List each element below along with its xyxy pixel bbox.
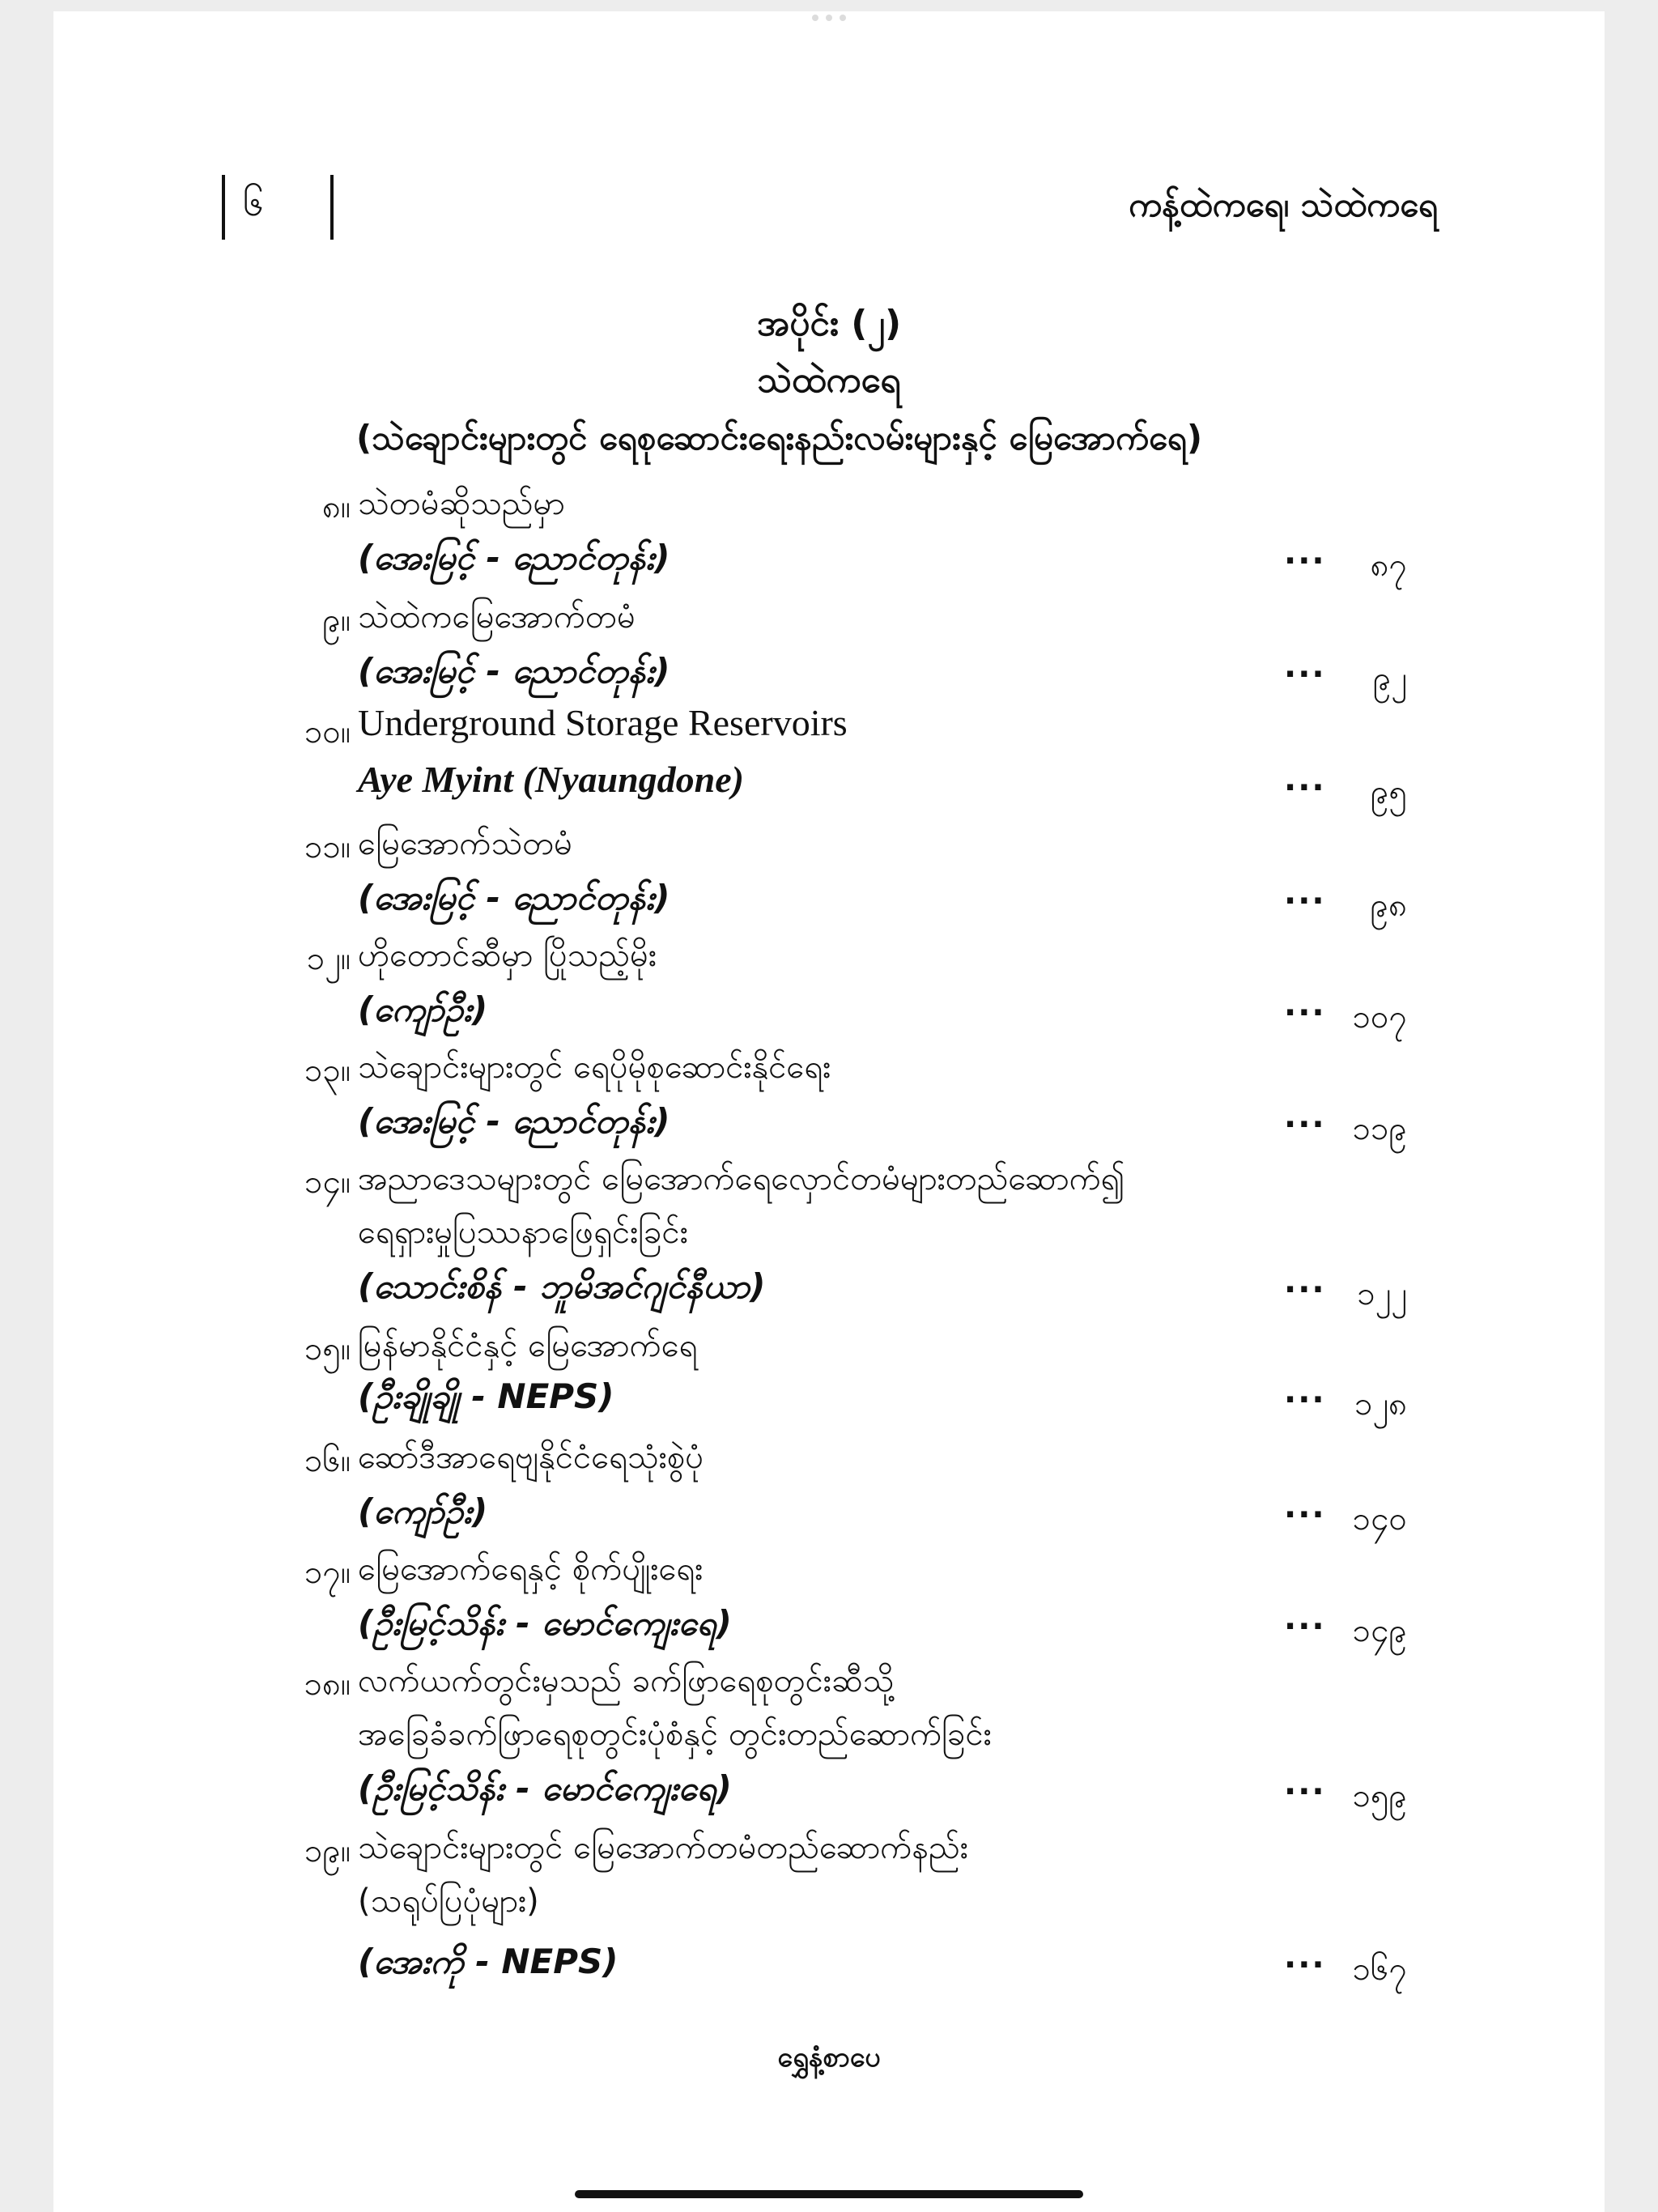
entry-page: ၁၂၂ xyxy=(1357,1275,1407,1312)
entry-author: (အေးမြင့် - ညောင်တုန်း) xyxy=(358,538,670,577)
leader-dots: ... xyxy=(1284,1263,1326,1300)
entry-page: ၁၁၉ xyxy=(1352,1110,1407,1147)
entry-title: ဟိုတောင်ဆီမှာ ပြိုသည့်မိုး xyxy=(358,937,657,974)
entry-author: (ကျော်ဦး) xyxy=(358,989,488,1029)
publisher-footer: ရွှေနံ့စာပေ xyxy=(777,2041,881,2074)
entry-number: ၁၈။ xyxy=(304,1665,351,1703)
leader-dots: ... xyxy=(1284,1938,1326,1976)
entry-title: မြေအောက်သဲတမံ xyxy=(358,825,572,862)
entry-title: သဲချောင်းများတွင် ရေပိုမိုစုဆောင်းနိုင်ရေး xyxy=(358,1049,831,1086)
entry-title: အညာဒေသများတွင် မြေအောက်ရေလှောင်တမံများတည်ဆောက်၍ xyxy=(358,1160,1125,1197)
entry-number: ၁၂။ xyxy=(306,940,351,977)
entry-page: ၁၂၈ xyxy=(1354,1385,1407,1423)
entry-number: ၈။ xyxy=(322,488,351,525)
leader-dots: ... xyxy=(1284,1098,1326,1135)
page-number: ၆ xyxy=(243,181,264,224)
entry-author: (အေးမြင့် - ညောင်တုန်း) xyxy=(358,651,670,691)
entry-number: ၁၁။ xyxy=(304,828,351,866)
leader-dots: ... xyxy=(1284,1373,1326,1410)
entry-page: ၁၅၉ xyxy=(1352,1777,1407,1814)
entry-author: (ဦးချိုချို - NEPS) xyxy=(358,1376,614,1416)
home-indicator[interactable] xyxy=(575,2190,1083,2198)
entry-title: မြေအောက်ရေနှင့် စိုက်ပျိုးရေး xyxy=(358,1551,704,1588)
entry-page: ၁၆၇ xyxy=(1352,1950,1407,1988)
leader-dots: ... xyxy=(1284,534,1326,572)
entry-page: ၁၀၇ xyxy=(1352,998,1407,1036)
entry-title-continued: (သရုပ်ပြပုံများ) xyxy=(358,1882,539,1920)
entry-number: ၁၀။ xyxy=(304,713,351,751)
entry-author: (အေးမြင့် - ညောင်တုန်း) xyxy=(358,878,670,917)
header-bar-left xyxy=(222,175,225,240)
entry-title: Underground Storage Reservoirs xyxy=(358,702,848,743)
entry-number: ၁၅။ xyxy=(304,1330,351,1368)
entry-page: ၁၄၀ xyxy=(1352,1500,1407,1538)
entry-page: ၁၄၉ xyxy=(1352,1612,1407,1649)
leader-dots: ... xyxy=(1284,986,1326,1023)
leader-dots: ... xyxy=(1284,761,1326,798)
entry-title: သဲတမံဆိုသည်မှာ xyxy=(358,485,565,522)
entry-title: ဆော်ဒီအာရေဗျနိုင်ငံရေသုံးစွဲပုံ xyxy=(358,1439,704,1476)
leader-dots: ... xyxy=(1284,1765,1326,1802)
entry-author: (ကျော်ဦး) xyxy=(358,1491,488,1531)
header-bar-right xyxy=(330,175,334,240)
entry-number: ၁၄။ xyxy=(304,1163,351,1201)
leader-dots: ... xyxy=(1284,874,1326,912)
leader-dots: ... xyxy=(1284,648,1326,685)
entry-page: ၉၈ xyxy=(1370,887,1407,924)
entry-number: ၁၆။ xyxy=(304,1442,351,1479)
leader-dots: ... xyxy=(1284,1600,1326,1637)
entry-author: (ဦးမြင့်သိန်း - မောင်ကျေးရေ) xyxy=(358,1603,732,1643)
entry-title: လက်ယက်တွင်းမှသည် ခက်ဖြာရေစုတွင်းဆီသို့ xyxy=(358,1662,895,1699)
entry-page: ၈၇ xyxy=(1370,547,1407,584)
part-title: အပိုင်း (၂) xyxy=(756,303,902,344)
entry-author: (ဦးမြင့်သိန်း - မောင်ကျေးရေ) xyxy=(358,1768,732,1808)
entry-title: မြန်မာနိုင်ငံနှင့် မြေအောက်ရေ xyxy=(358,1327,698,1364)
entry-number: ၁၇။ xyxy=(304,1554,351,1591)
entry-page: ၉၂ xyxy=(1372,660,1407,697)
entry-number: ၉။ xyxy=(322,602,351,639)
entry-title-continued: အခြေခံခက်ဖြာရေစုတွင်းပုံစံနှင့် တွင်းတည်ဆောက်ခြင်း xyxy=(358,1716,992,1753)
running-head: ကန့်ထဲကရေ၊ သဲထဲကရေ xyxy=(1129,185,1438,224)
entry-number: ၁၃။ xyxy=(304,1052,351,1089)
entry-title-continued: ရေရှားမှုပြဿနာဖြေရှင်းခြင်း xyxy=(358,1214,688,1251)
entry-author: (သောင်းစိန် - ဘူမိအင်ဂျင်နီယာ) xyxy=(358,1266,766,1306)
window-handle-dots[interactable] xyxy=(812,15,846,21)
entry-title: သဲချောင်းများတွင် မြေအောက်တမံတည်ဆောက်နည်း xyxy=(358,1829,968,1866)
entry-page: ၉၅ xyxy=(1371,773,1407,810)
entry-title: သဲထဲကမြေအောက်တမံ xyxy=(358,598,636,636)
entry-number: ၁၉။ xyxy=(304,1832,351,1870)
leader-dots: ... xyxy=(1284,1488,1326,1525)
entry-author: (အေးကို - NEPS) xyxy=(358,1942,619,1981)
entry-author: Aye Myint (Nyaungdone) xyxy=(358,759,745,800)
entry-author: (အေးမြင့် - ညောင်တုန်း) xyxy=(358,1101,670,1141)
section-title: သဲထဲကရေ xyxy=(757,359,901,401)
section-subtitle: (သဲချောင်းများတွင် ရေစုဆောင်းရေးနည်းလမ်းများနှင့် မြေအောက်ရေ) xyxy=(356,418,1203,457)
